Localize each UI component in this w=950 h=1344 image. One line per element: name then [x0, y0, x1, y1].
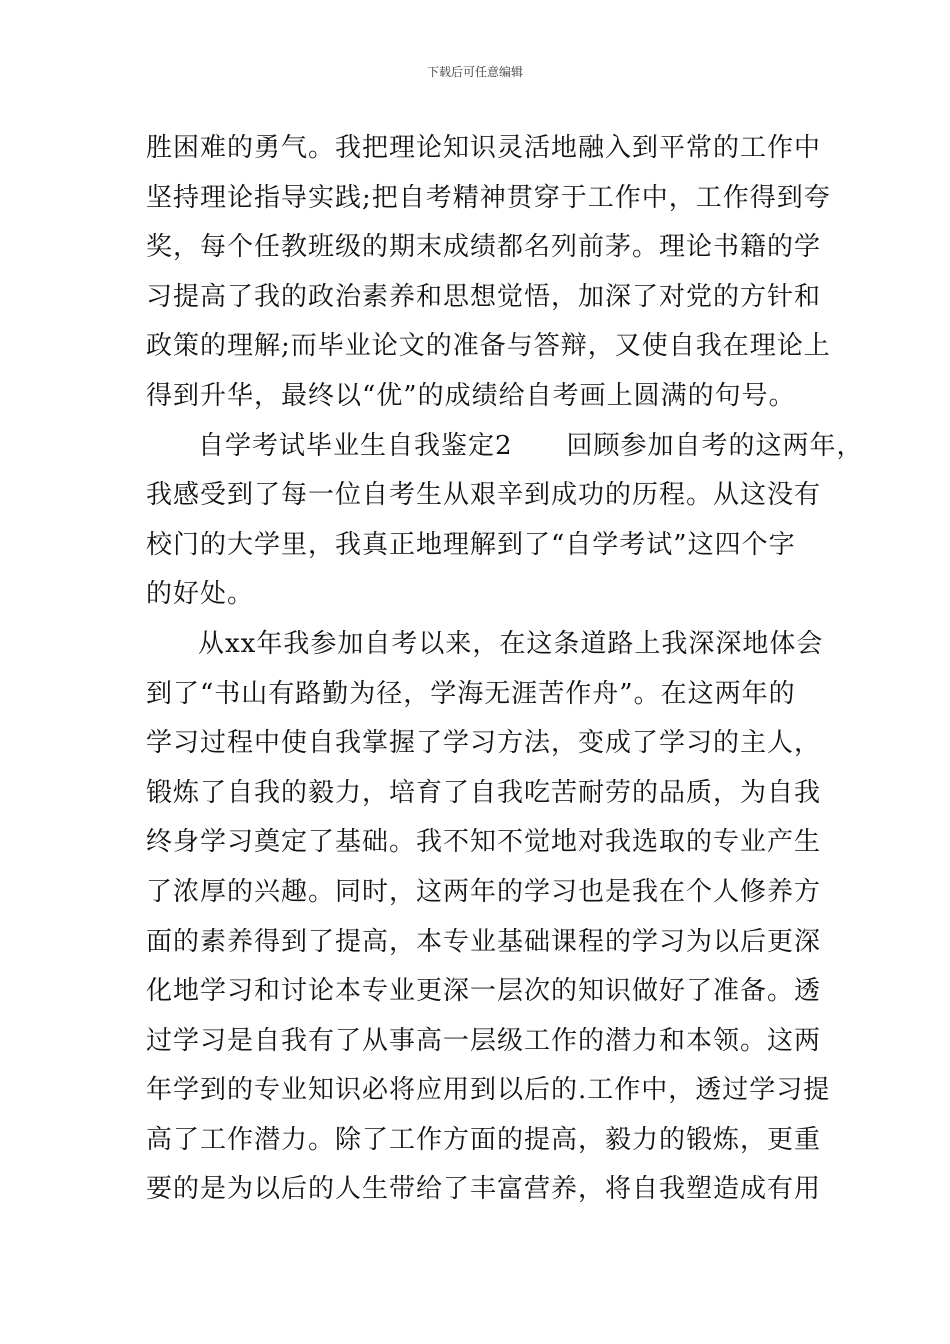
text-line: 我感受到了每一位自考生从艰辛到成功的历程。从这没有: [146, 480, 822, 511]
text-line: 过学习是自我有了从事高一层级工作的潜力和本领。这两: [146, 1025, 822, 1056]
text-line: 年学到的专业知识必将应用到以后的.工作中，透过学习提: [146, 1075, 831, 1106]
document-body: [146, 124, 864, 1215]
text-line: 面的素养得到了提高，本专业基础课程的学习为以后更深: [146, 926, 822, 957]
text-line: 化地学习和讨论本专业更深一层次的知识做好了准备。透: [146, 976, 822, 1007]
text-line: 学习过程中使自我掌握了学习方法，变成了学习的主人，: [146, 728, 822, 759]
text-line: 终身学习奠定了基础。我不知不觉地对我选取的专业产生: [146, 827, 822, 858]
text-line: 校门的大学里，我真正地理解到了“自学考试”这四个字: [146, 529, 796, 560]
text-line: 高了工作潜力。除了工作方面的提高，毅力的锻炼，更重: [146, 1124, 822, 1155]
text-line: 得到升华，最终以“优”的成绩给自考画上圆满的句号。: [146, 380, 796, 411]
text-line: 要的是为以后的人生带给了丰富营养，将自我塑造成有用: [146, 1174, 822, 1205]
text-line: 奖，每个任教班级的期末成绩都名列前茅。理论书籍的学: [146, 232, 822, 263]
text-line: 坚持理论指导实践;把自考精神贯穿于工作中，工作得到夸: [146, 182, 831, 213]
text-line: 的好处。: [146, 579, 255, 610]
text-line: 习提高了我的政治素养和思想觉悟，加深了对党的方针和: [146, 281, 822, 312]
text-line: 到了“书山有路勤为径，学海无涯苦作舟”。在这两年的: [146, 678, 796, 709]
text-line: 政策的理解;而毕业论文的准备与答辩，又使自我在理论上: [146, 331, 831, 362]
section-heading-line: 自学考试毕业生自我鉴定2 回顾参加自考的这两年，: [198, 430, 864, 461]
page-header: 下载后可任意编辑: [426, 65, 523, 79]
text-line: 锻炼了自我的毅力，培育了自我吃苦耐劳的品质，为自我: [146, 777, 822, 808]
text-line: 胜困难的勇气。我把理论知识灵活地融入到平常的工作中: [146, 133, 822, 163]
paragraph-start-line: 从xx年我参加自考以来，在这条道路上我深深地体会: [198, 628, 824, 659]
text-line: 了浓厚的兴趣。同时，这两年的学习也是我在个人修养方: [146, 876, 822, 907]
